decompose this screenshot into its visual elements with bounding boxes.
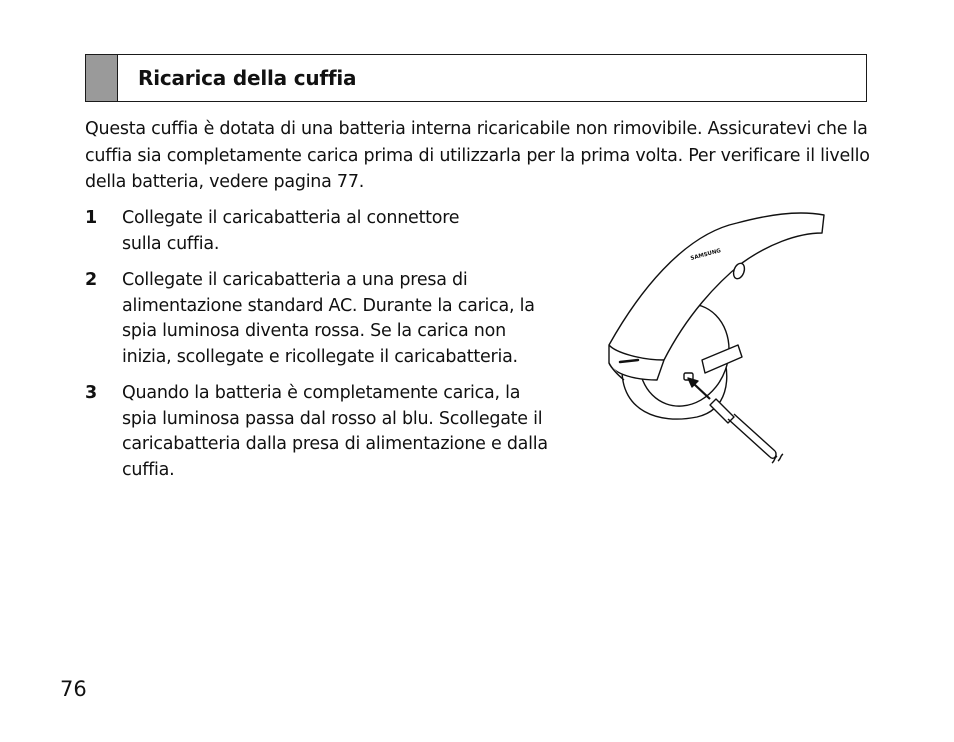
step-item: [85, 206, 565, 257]
page-number: 76: [60, 677, 87, 701]
step-number: 1: [85, 208, 97, 228]
headset-icon: [609, 213, 824, 419]
step-number: 3: [85, 383, 97, 403]
brand-logo: SAMSUNG: [689, 248, 722, 262]
intro-paragraph: Questa cuffia è dotata di una batteria interna ricaricabile non rimovibile. Assicuratevi che la cuffia sia completamente carica prima di utilizzarla per la prima volta. Per verificare il livello della batteria, vedere pagina 77.: [85, 119, 870, 192]
section-header-tab: [86, 55, 118, 101]
step-text: Quando la batteria è completamente carica, la spia luminosa passa dal rosso al blu. Scollegate il caricabatteria dalla presa di alimentazione e dalla cuffia.: [122, 383, 548, 480]
charger-plug-icon: [710, 399, 783, 463]
step-item: [85, 268, 565, 370]
step-item: [85, 381, 565, 483]
step-text: Collegate il caricabatteria a una presa di alimentazione standard AC. Durante la carica, la spia luminosa diventa rossa. Se la carica non inizia, scollegate e ricollegate il caricabatteria.: [122, 270, 535, 367]
section-header: [85, 54, 867, 102]
section-title: Ricarica della cuffia: [138, 66, 357, 90]
steps-list: [85, 206, 565, 494]
headset-charging-illustration: [602, 205, 828, 470]
step-text: Collegate il caricabatteria al connettore sulla cuffia.: [122, 208, 460, 254]
step-number: 2: [85, 270, 97, 290]
